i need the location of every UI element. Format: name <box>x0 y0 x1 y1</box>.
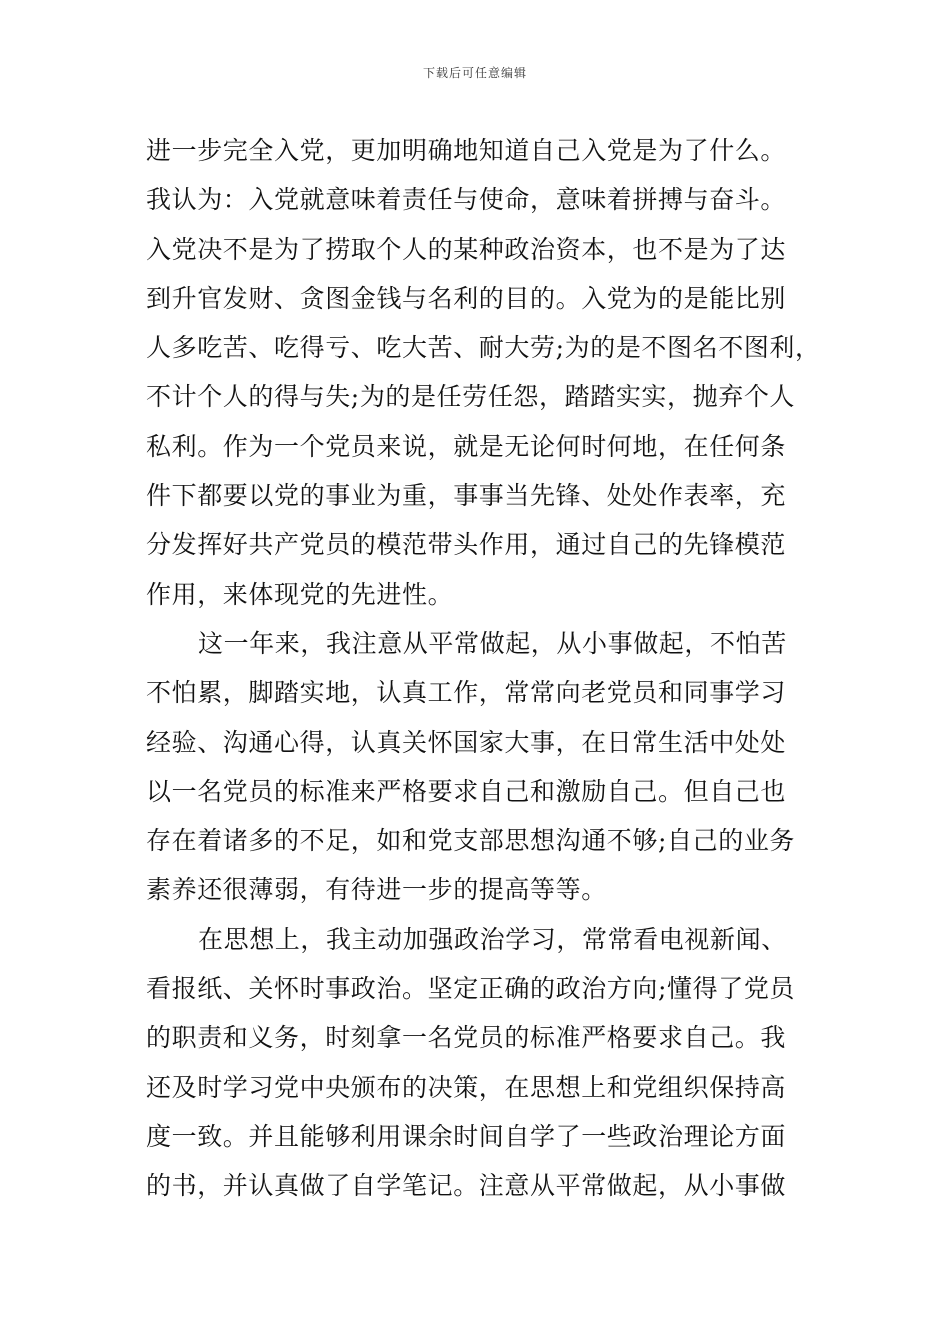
text-line: 进一步完全入党，更加明确地知道自己入党是为了什么。 <box>146 136 787 165</box>
text-line: 的书，并认真做了自学笔记。注意从平常做起，从小事做 <box>146 1171 787 1201</box>
text-line: 存在着诸多的不足，如和党支部思想沟通不够;自己的业务 <box>146 826 796 856</box>
text-line: 以一名党员的标准来严格要求自己和激励自己。但自己也 <box>146 776 787 806</box>
text-line: 经验、沟通心得，认真关怀国家大事，在日常生活中处处 <box>146 727 787 757</box>
text-line: 不计个人的得与失;为的是任劳任怨，踏踏实实，抛弃个人 <box>146 382 796 412</box>
text-line: 分发挥好共产党员的模范带头作用，通过自己的先锋模范 <box>146 530 787 560</box>
text-line: 作用，来体现党的先进性。 <box>146 579 454 609</box>
text-line: 不怕累，脚踏实地，认真工作，常常向老党员和同事学习 <box>146 678 787 708</box>
text-line: 我认为：入党就意味着责任与使命，意味着拼搏与奋斗。 <box>146 185 787 215</box>
text-line: 人多吃苦、吃得亏、吃大苦、耐大劳;为的是不图名不图利， <box>146 333 821 363</box>
text-line: 私利。作为一个党员来说，就是无论何时何地，在任何条 <box>146 431 787 461</box>
paragraph-first-line: 在思想上，我主动加强政治学习，常常看电视新闻、 <box>198 924 787 954</box>
text-line: 的职责和义务，时刻拿一名党员的标准严格要求自己。我 <box>146 1023 787 1053</box>
header-note: 下载后可任意编辑 <box>422 66 527 80</box>
text-line: 入党决不是为了捞取个人的某种政治资本，也不是为了达 <box>146 234 787 264</box>
text-line: 还及时学习党中央颁布的决策，在思想上和党组织保持高 <box>146 1072 787 1102</box>
text-line: 看报纸、关怀时事政治。坚定正确的政治方向;懂得了党员 <box>146 974 796 1004</box>
text-line: 件下都要以党的事业为重，事事当先锋、处处作表率，充 <box>146 481 787 511</box>
text-line: 到升官发财、贪图金钱与名利的目的。入党为的是能比别 <box>146 283 787 313</box>
text-line: 度一致。并且能够利用课余时间自学了一些政治理论方面 <box>146 1121 787 1151</box>
text-line: 素养还很薄弱，有待进一步的提高等等。 <box>146 875 607 905</box>
paragraph-first-line: 这一年来，我注意从平常做起，从小事做起，不怕苦 <box>198 628 787 658</box>
body-text <box>146 126 821 1211</box>
